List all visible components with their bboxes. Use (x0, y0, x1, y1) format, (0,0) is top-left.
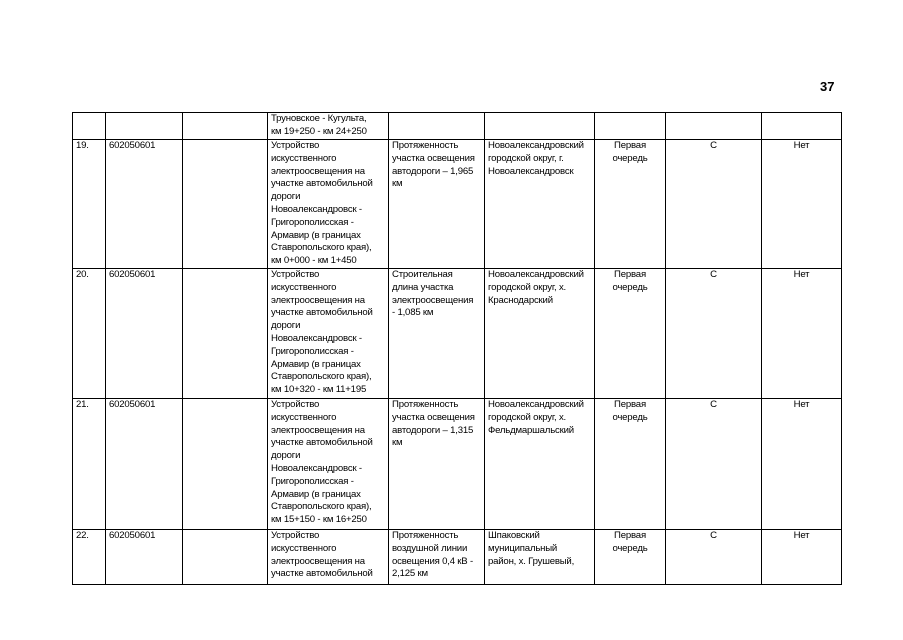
parameter-line: - 1,085 км (392, 307, 434, 319)
object-name-line: искусственного (271, 411, 337, 423)
stage-line: Первая (614, 399, 646, 410)
parameter-line: Протяженность (392, 399, 459, 410)
parameter-line: Протяженность (392, 530, 459, 541)
code-cell (106, 113, 183, 140)
object-name-cell (268, 399, 389, 530)
parameter-line: электроосвещения (392, 294, 474, 306)
object-name-line: Армавир (в границах (271, 358, 361, 370)
location-line: городской округ, х. (488, 281, 567, 293)
parameter-line: автодороги – 1,965 (392, 165, 474, 177)
object-name-line: электроосвещения на (271, 294, 365, 306)
object-name-line: Григорополисская - (271, 216, 354, 228)
parameter-line: 2,125 км (392, 568, 428, 580)
table-body (73, 113, 842, 585)
code-cell: 602050601 (106, 269, 183, 399)
row-number-cell (73, 113, 106, 140)
object-name-line: дороги (271, 320, 301, 332)
object-name-cell (268, 113, 389, 140)
object-name-line: участке автомобильной (271, 178, 373, 190)
empty-cell (183, 140, 268, 269)
object-name-line: дороги (271, 450, 301, 462)
flag-cell: Нет (762, 269, 842, 399)
category-cell: С (666, 269, 762, 399)
parameter-line: длина участка (392, 281, 454, 293)
parameter-line: участка освещения (392, 411, 475, 423)
location-line: Новоалександровский (488, 140, 584, 151)
location-cell (485, 113, 595, 140)
table-row (73, 530, 842, 585)
object-name-line: Новоалександровск - (271, 332, 362, 344)
stage-line: очередь (612, 542, 648, 554)
parameter-line: воздушной линии (392, 542, 468, 554)
stage-cell (595, 113, 666, 140)
location-cell (485, 530, 595, 585)
code-cell: 602050601 (106, 140, 183, 269)
object-name-line: км 15+150 - км 16+250 (271, 514, 367, 526)
object-name-line: Ставропольского края), (271, 242, 372, 254)
empty-cell (183, 530, 268, 585)
object-name-line: Устройство (271, 530, 320, 541)
stage-line: очередь (612, 152, 648, 164)
row-number-cell: 20. (73, 269, 106, 399)
object-name-line: участке автомобильной (271, 568, 373, 580)
table-row (73, 399, 842, 530)
empty-cell (183, 113, 268, 140)
object-name-line: участке автомобильной (271, 437, 373, 449)
code-cell: 602050601 (106, 399, 183, 530)
flag-cell: Нет (762, 140, 842, 269)
row-number-cell: 22. (73, 530, 106, 585)
object-name-cell (268, 269, 389, 399)
object-name-cell (268, 530, 389, 585)
code-cell: 602050601 (106, 530, 183, 585)
object-name-line: Труновское - Кугульта, (271, 113, 367, 124)
location-cell (485, 140, 595, 269)
location-line: городской округ, г. (488, 152, 564, 164)
stage-cell (595, 399, 666, 530)
flag-cell (762, 113, 842, 140)
location-line: район, х. Грушевый, (488, 555, 575, 567)
location-line: городской округ, х. (488, 411, 567, 423)
parameter-cell (389, 113, 485, 140)
location-line: Новоалександровский (488, 269, 584, 280)
object-name-line: электроосвещения на (271, 424, 365, 436)
object-name-line: Устройство (271, 399, 320, 410)
parameter-line: автодороги – 1,315 (392, 424, 474, 436)
location-cell (485, 399, 595, 530)
stage-cell (595, 530, 666, 585)
object-name-line: искусственного (271, 542, 337, 554)
object-name-line: Новоалександровск - (271, 462, 362, 474)
empty-cell (183, 269, 268, 399)
parameter-cell (389, 399, 485, 530)
table-row (73, 113, 842, 140)
parameter-cell (389, 530, 485, 585)
object-name-line: Григорополисская - (271, 475, 354, 487)
object-name-line: Ставропольского края), (271, 371, 372, 383)
location-line: Новоалександровск (488, 165, 574, 177)
location-cell (485, 269, 595, 399)
object-name-line: искусственного (271, 281, 337, 293)
parameter-line: участка освещения (392, 152, 475, 164)
object-name-line: электроосвещения на (271, 555, 365, 567)
location-line: Шпаковский (488, 530, 540, 541)
object-name-line: Армавир (в границах (271, 229, 361, 241)
category-cell: С (666, 530, 762, 585)
category-cell: С (666, 140, 762, 269)
location-line: Фельдмаршальский (488, 424, 574, 436)
location-line: муниципальный (488, 542, 558, 554)
object-name-line: Устройство (271, 269, 320, 280)
object-name-line: Армавир (в границах (271, 488, 361, 500)
row-number-cell: 19. (73, 140, 106, 269)
object-name-line: км 0+000 - км 1+450 (271, 255, 357, 267)
parameter-cell (389, 140, 485, 269)
flag-cell: Нет (762, 399, 842, 530)
stage-cell (595, 140, 666, 269)
parameter-line: освещения 0,4 кВ - (392, 555, 473, 567)
category-cell (666, 113, 762, 140)
object-name-line: электроосвещения на (271, 165, 365, 177)
stage-line: Первая (614, 140, 646, 151)
parameter-line: Протяженность (392, 140, 459, 151)
object-name-line: участке автомобильной (271, 307, 373, 319)
location-line: Краснодарский (488, 294, 553, 306)
stage-line: очередь (612, 281, 648, 293)
empty-cell (183, 399, 268, 530)
object-name-line: км 19+250 - км 24+250 (271, 125, 367, 137)
object-name-line: км 10+320 - км 11+195 (271, 384, 367, 396)
location-line: Новоалександровский (488, 399, 584, 410)
row-number-cell: 21. (73, 399, 106, 530)
object-name-line: Григорополисская - (271, 345, 354, 357)
stage-line: очередь (612, 411, 648, 423)
object-name-line: Ставропольского края), (271, 501, 372, 513)
objects-table (72, 112, 842, 585)
parameter-line: Строительная (392, 269, 453, 280)
stage-line: Первая (614, 269, 646, 280)
object-name-line: дороги (271, 191, 301, 203)
table-row (73, 269, 842, 399)
page-number: 37 (820, 79, 835, 94)
flag-cell: Нет (762, 530, 842, 585)
object-name-line: Устройство (271, 140, 320, 151)
parameter-line: км (392, 178, 403, 190)
stage-line: Первая (614, 530, 646, 541)
category-cell: С (666, 399, 762, 530)
parameter-cell (389, 269, 485, 399)
object-name-line: искусственного (271, 152, 337, 164)
table-row (73, 140, 842, 269)
stage-cell (595, 269, 666, 399)
object-name-line: Новоалександровск - (271, 203, 362, 215)
object-name-cell (268, 140, 389, 269)
parameter-line: км (392, 437, 403, 449)
